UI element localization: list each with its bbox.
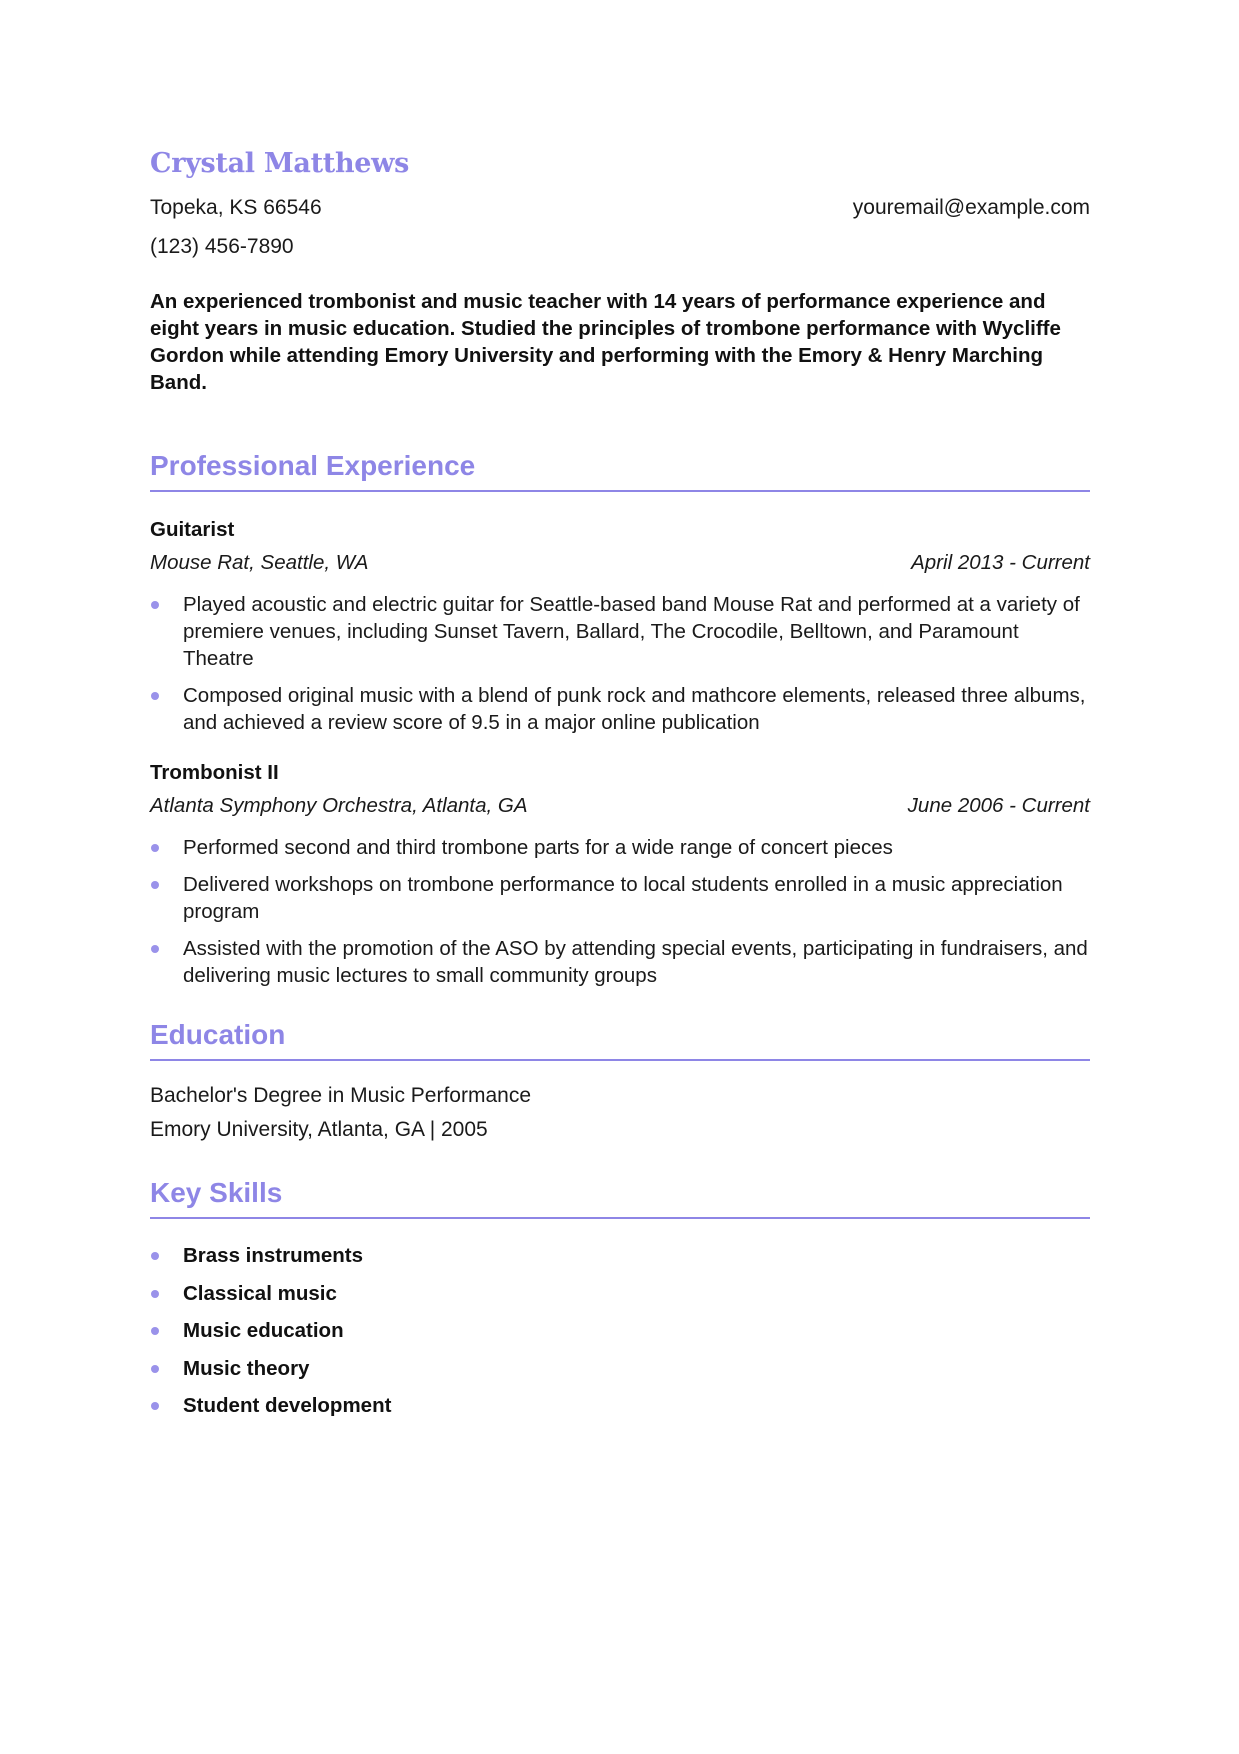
list-item: Music theory xyxy=(150,1355,1090,1382)
education-school: Emory University, Atlanta, GA | 2005 xyxy=(150,1118,488,1141)
contact-row-1 xyxy=(150,196,1090,220)
job-company: Mouse Rat, Seattle, WA xyxy=(150,551,369,574)
list-item: Played acoustic and electric guitar for Seattle-based band Mouse Rat and performed at a variety of premiere venues, including Sunset Tavern, Ballard, The Crocodile, Belltown, and Paramount Theatre xyxy=(150,591,1090,672)
phone-text: (123) 456-7890 xyxy=(150,235,294,258)
candidate-name: Crystal Matthews xyxy=(150,148,410,179)
location-text: Topeka, KS 66546 xyxy=(150,196,322,219)
bullet-dot-icon xyxy=(151,881,159,889)
job-meta xyxy=(150,551,1090,575)
job-meta xyxy=(150,794,1090,818)
list-item: Performed second and third trombone parts for a wide range of concert pieces xyxy=(150,834,1090,861)
list-item: Student development xyxy=(150,1392,1090,1419)
job-bullets xyxy=(150,834,1090,999)
contact-row-2 xyxy=(150,235,1090,259)
job-dates: June 2006 - Current xyxy=(907,794,1090,817)
list-item: Brass instruments xyxy=(150,1242,1090,1269)
bullet-dot-icon xyxy=(151,844,159,852)
job-title: Guitarist xyxy=(150,518,235,541)
summary-paragraph: An experienced trombonist and music teacher with 14 years of performance experience and eight years in music education. Studied the principles of trombone performance with Wycliffe Gordon while attending Emory University and performing with the Emory & Henry Marching Band. xyxy=(150,290,1061,394)
section-title-education: Education xyxy=(150,1017,1090,1061)
list-item: Delivered workshops on trombone performance to local students enrolled in a music appreciation program xyxy=(150,871,1090,925)
section-title-skills: Key Skills xyxy=(150,1175,1090,1219)
bullet-dot-icon xyxy=(151,1402,159,1410)
list-item: Music education xyxy=(150,1317,1090,1344)
bullet-dot-icon xyxy=(151,1327,159,1335)
job-company: Atlanta Symphony Orchestra, Atlanta, GA xyxy=(150,794,528,817)
bullet-dot-icon xyxy=(151,692,159,700)
bullet-dot-icon xyxy=(151,1290,159,1298)
list-item: Composed original music with a blend of punk rock and mathcore elements, released three albums, and achieved a review score of 9.5 in a major online publication xyxy=(150,682,1090,736)
bullet-dot-icon xyxy=(151,601,159,609)
job-title: Trombonist II xyxy=(150,761,279,784)
bullet-dot-icon xyxy=(151,945,159,953)
bullet-dot-icon xyxy=(151,1252,159,1260)
job-bullets xyxy=(150,591,1090,746)
education-degree: Bachelor's Degree in Music Performance xyxy=(150,1084,532,1107)
list-item: Classical music xyxy=(150,1280,1090,1307)
job-dates: April 2013 - Current xyxy=(911,551,1090,574)
list-item: Assisted with the promotion of the ASO by attending special events, participating in fundraisers, and delivering music lectures to small community groups xyxy=(150,935,1090,989)
email-text: youremail@example.com xyxy=(852,196,1090,219)
section-title-experience: Professional Experience xyxy=(150,448,1090,492)
bullet-dot-icon xyxy=(151,1365,159,1373)
skills-list xyxy=(150,1242,1090,1430)
